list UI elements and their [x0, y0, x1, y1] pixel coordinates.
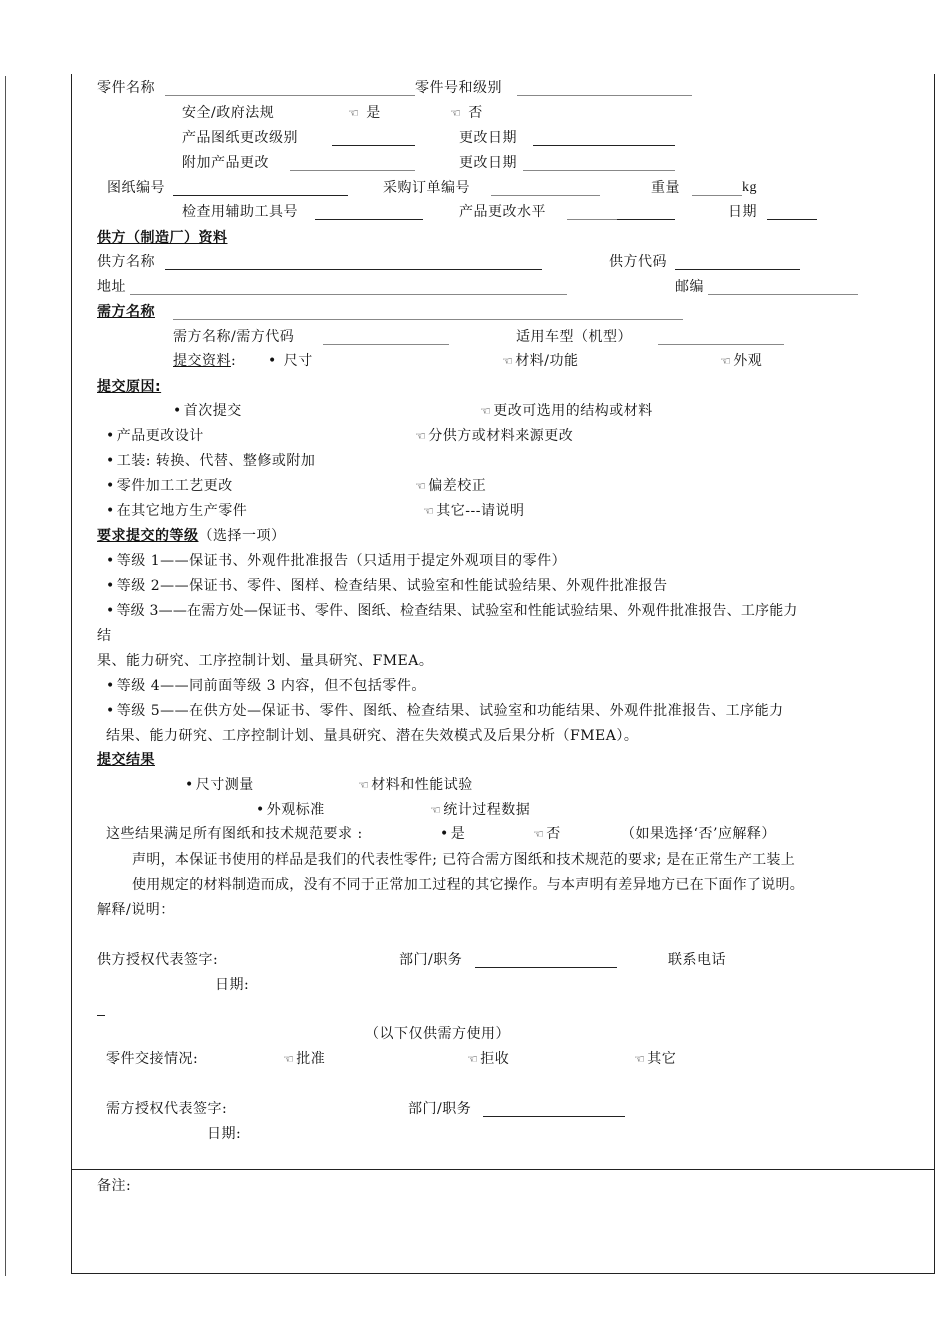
change-date-label: 更改日期	[459, 130, 517, 146]
checkbox-icon: ☜	[467, 1052, 479, 1066]
level-4-text: 等级 4——同前面等级 3 内容，但不包括零件。	[116, 678, 426, 694]
address-label: 地址	[97, 279, 126, 295]
date-label: 日期	[728, 204, 757, 220]
results-no-text: 否	[546, 826, 561, 842]
bullet-icon: •	[268, 353, 277, 369]
prod-rev-label: 产品更改水平	[459, 204, 546, 220]
reason-design-text: 产品更改设计	[116, 428, 204, 444]
reason-process-option[interactable]	[106, 477, 233, 495]
extra-change-label: 附加产品更改	[182, 155, 269, 171]
supplier-dept-label: 部门/职务	[399, 952, 463, 968]
reason-sub-supplier-option[interactable]	[415, 427, 573, 445]
checkbox-icon: ☜	[480, 404, 492, 418]
bullet-icon: •	[106, 428, 115, 444]
supplier-phone-label: 联系电话	[668, 952, 726, 968]
level-3-wrap-text: 结	[97, 628, 112, 644]
reason-other-text: 其它---请说明	[436, 503, 525, 519]
submit-dim-text: 尺寸	[283, 353, 313, 369]
reason-alt-struct-option[interactable]	[480, 402, 653, 420]
change-date2-field[interactable]	[523, 170, 675, 171]
vehicle-model-field[interactable]	[658, 344, 784, 345]
customer-only-note: （以下仅供需方使用）	[365, 1026, 510, 1042]
reason-process-text: 零件加工工艺更改	[116, 478, 233, 494]
bullet-icon: •	[185, 777, 194, 793]
disposition-label: 零件交接情况:	[106, 1051, 199, 1067]
part-name-field[interactable]	[165, 95, 415, 96]
disposition-approve-text: 批准	[296, 1051, 326, 1067]
results-yes-option[interactable]	[440, 825, 465, 843]
result-dim-option[interactable]	[185, 776, 254, 794]
supplier-date-label: 日期:	[215, 977, 250, 993]
customer-code-field[interactable]	[323, 344, 449, 345]
reason-alt-struct-text: 更改可选用的结构或材料	[493, 403, 653, 419]
level-3-text: 等级 3——在需方处—保证书、零件、图纸、检查结果、试验室和性能试验结果、外观件批准报告、工序能力	[116, 603, 798, 619]
level-3-option[interactable]	[106, 602, 798, 620]
part-number-field[interactable]	[517, 95, 692, 96]
prod-rev-field-a[interactable]	[567, 219, 617, 220]
disposition-approve-option[interactable]	[283, 1050, 325, 1068]
drawing-rev-label: 产品图纸更改级别	[182, 130, 298, 146]
reasons-heading: 提交原因:	[97, 379, 162, 395]
level-2-text: 等级 2——保证书、零件、图样、检查结果、试验室和性能试验结果、外观件批准报告	[116, 578, 668, 594]
level-4-option[interactable]	[106, 677, 426, 695]
declaration-line-2: 使用规定的材料制造而成，没有不同于正常加工过程的其它操作。与本声明有差异地方已在下面作了说明。	[132, 877, 805, 893]
level-3-cont-text: 果、能力研究、工序控制计划、量具研究、FMEA。	[97, 653, 434, 669]
checkbox-icon: ☜	[358, 778, 370, 792]
gauge-field[interactable]	[315, 219, 423, 220]
stray-underline	[97, 1015, 105, 1016]
bullet-icon: •	[440, 826, 449, 842]
bullet-icon: •	[106, 453, 115, 469]
submit-info-label: 提交资料	[173, 353, 231, 369]
safety-yes-option[interactable]	[348, 104, 381, 122]
result-spc-text: 统计过程数据	[443, 802, 531, 818]
reason-first-text: 首次提交	[183, 403, 242, 419]
reason-tooling-option[interactable]	[106, 452, 315, 470]
checkbox-icon: ☜	[415, 429, 427, 443]
safety-no-text: 否	[468, 105, 483, 121]
results-meet-label: 这些结果满足所有图纸和技术规范要求 :	[106, 826, 363, 842]
result-appearance-text: 外观标准	[266, 802, 325, 818]
disposition-other-text: 其它	[647, 1051, 677, 1067]
reason-location-option[interactable]	[106, 502, 247, 520]
result-appearance-option[interactable]	[256, 801, 325, 819]
vehicle-model-label: 适用车型（机型）	[516, 329, 632, 345]
submit-appearance-option[interactable]	[720, 352, 762, 370]
address-field[interactable]	[130, 294, 567, 295]
level-1-option[interactable]	[106, 552, 566, 570]
reason-other-option[interactable]	[423, 502, 524, 520]
level-5-cont-text: 结果、能力研究、工序控制计划、量具研究、潜在失效模式及后果分析（FMEA）。	[106, 728, 639, 744]
supplier-name-field[interactable]	[165, 269, 542, 270]
checkbox-icon: ☜	[430, 803, 442, 817]
gauge-label: 检查用辅助工具号	[182, 204, 298, 220]
supplier-code-label: 供方代码	[609, 254, 667, 270]
ppap-form-frame	[71, 74, 935, 1274]
submit-info-line	[173, 352, 236, 370]
customer-name-code-label: 需方名称/需方代码	[173, 329, 295, 345]
disposition-other-option[interactable]	[634, 1050, 676, 1068]
disposition-reject-text: 拒收	[480, 1051, 510, 1067]
checkbox-icon: ☜	[502, 354, 514, 368]
reason-design-option[interactable]	[106, 427, 204, 445]
results-explain-hint: （如果选择‘否’应解释）	[621, 826, 776, 842]
reason-tooling-text: 工装: 转换、代替、整修或附加	[116, 453, 316, 469]
supplier-dept-field[interactable]	[475, 967, 617, 968]
result-material-option[interactable]	[358, 776, 473, 794]
levels-heading-line	[97, 527, 286, 545]
result-dim-text: 尺寸测量	[195, 777, 254, 793]
submit-appearance-text: 外观	[733, 353, 763, 369]
bullet-icon: •	[106, 578, 115, 594]
part-number-label: 零件号和级别	[415, 80, 502, 96]
submit-dim-option[interactable]	[268, 352, 313, 370]
po-label: 采购订单编号	[383, 180, 470, 196]
level-2-option[interactable]	[106, 577, 668, 595]
drawing-no-label: 图纸编号	[107, 180, 165, 196]
checkbox-icon: ☜	[634, 1052, 646, 1066]
bullet-icon: •	[106, 553, 115, 569]
customer-name-field[interactable]	[173, 319, 683, 320]
bullet-icon: •	[106, 503, 115, 519]
submit-info-colon: :	[231, 353, 237, 369]
checkbox-icon: ☜	[283, 1052, 295, 1066]
safety-no-option[interactable]	[450, 104, 483, 122]
customer-signature-label: 需方授权代表签字:	[106, 1101, 228, 1117]
submit-material-text: 材料/功能	[515, 353, 579, 369]
weight-field[interactable]	[692, 195, 742, 196]
supplier-heading: 供方（制造厂）资料	[97, 230, 228, 246]
weight-unit: kg	[742, 180, 757, 195]
explain-label: 解释/说明：	[97, 902, 175, 918]
result-material-text: 材料和性能试验	[371, 777, 473, 793]
customer-heading: 需方名称	[97, 304, 155, 320]
supplier-name-label: 供方名称	[97, 254, 155, 270]
zip-label: 邮编	[675, 279, 704, 295]
change-date-field[interactable]	[533, 145, 675, 146]
supplier-code-field[interactable]	[675, 269, 800, 270]
date-field[interactable]	[767, 219, 817, 220]
customer-dept-label: 部门/职务	[408, 1101, 472, 1117]
safety-label: 安全/政府法规	[182, 105, 275, 121]
reason-first-option[interactable]	[173, 402, 242, 420]
extra-change-field[interactable]	[290, 170, 415, 171]
bullet-icon: •	[256, 802, 265, 818]
results-heading: 提交结果	[97, 752, 155, 768]
safety-yes-text: 是	[366, 105, 381, 121]
reason-sub-supplier-text: 分供方或材料来源更改	[428, 428, 574, 444]
bullet-icon: •	[106, 603, 115, 619]
reason-location-text: 在其它地方生产零件	[116, 503, 248, 519]
checkbox-icon: ☜	[348, 106, 360, 120]
customer-dept-field[interactable]	[483, 1116, 625, 1117]
bullet-icon: •	[106, 678, 115, 694]
submit-material-option[interactable]	[502, 352, 578, 370]
checkbox-icon: ☜	[720, 354, 732, 368]
part-name-label: 零件名称	[97, 80, 155, 96]
weight-label: 重量	[651, 180, 680, 196]
bullet-icon: •	[106, 478, 115, 494]
notes-label: 备注:	[97, 1178, 132, 1194]
checkbox-icon: ☜	[450, 106, 462, 120]
level-1-text: 等级 1——保证书、外观件批准报告（只适用于提定外观项目的零件）	[116, 553, 567, 569]
checkbox-icon: ☜	[415, 479, 427, 493]
customer-date-label: 日期:	[207, 1126, 242, 1142]
checkbox-icon: ☜	[423, 504, 435, 518]
reason-deviation-option[interactable]	[415, 477, 486, 495]
level-5-text: 等级 5——在供方处—保证书、零件、图纸、检查结果、试验室和功能结果、外观件批准报告、工序能力	[116, 703, 784, 719]
results-yes-text: 是	[450, 826, 466, 842]
checkbox-icon: ☜	[533, 827, 545, 841]
reason-deviation-text: 偏差校正	[428, 478, 487, 494]
drawing-rev-field[interactable]	[332, 145, 415, 146]
levels-hint: （选择一项）	[198, 528, 286, 544]
page-margin-rule	[5, 76, 6, 1276]
bullet-icon: •	[106, 703, 115, 719]
levels-heading: 要求提交的等级	[97, 528, 199, 544]
results-no-option[interactable]	[533, 825, 561, 843]
result-spc-option[interactable]	[430, 801, 530, 819]
change-date2-label: 更改日期	[459, 155, 517, 171]
bullet-icon: •	[173, 403, 182, 419]
drawing-no-field[interactable]	[173, 195, 348, 196]
notes-divider	[72, 1169, 934, 1170]
supplier-signature-label: 供方授权代表签字:	[97, 952, 219, 968]
po-field[interactable]	[491, 195, 600, 196]
prod-rev-field-b[interactable]	[617, 219, 675, 220]
declaration-line-1: 声明，本保证书使用的样品是我们的代表性零件; 已符合需方图纸和技术规范的要求; 是在正常生产工装上	[132, 852, 796, 868]
disposition-reject-option[interactable]	[467, 1050, 509, 1068]
zip-field[interactable]	[708, 294, 858, 295]
level-5-option[interactable]	[106, 702, 784, 720]
